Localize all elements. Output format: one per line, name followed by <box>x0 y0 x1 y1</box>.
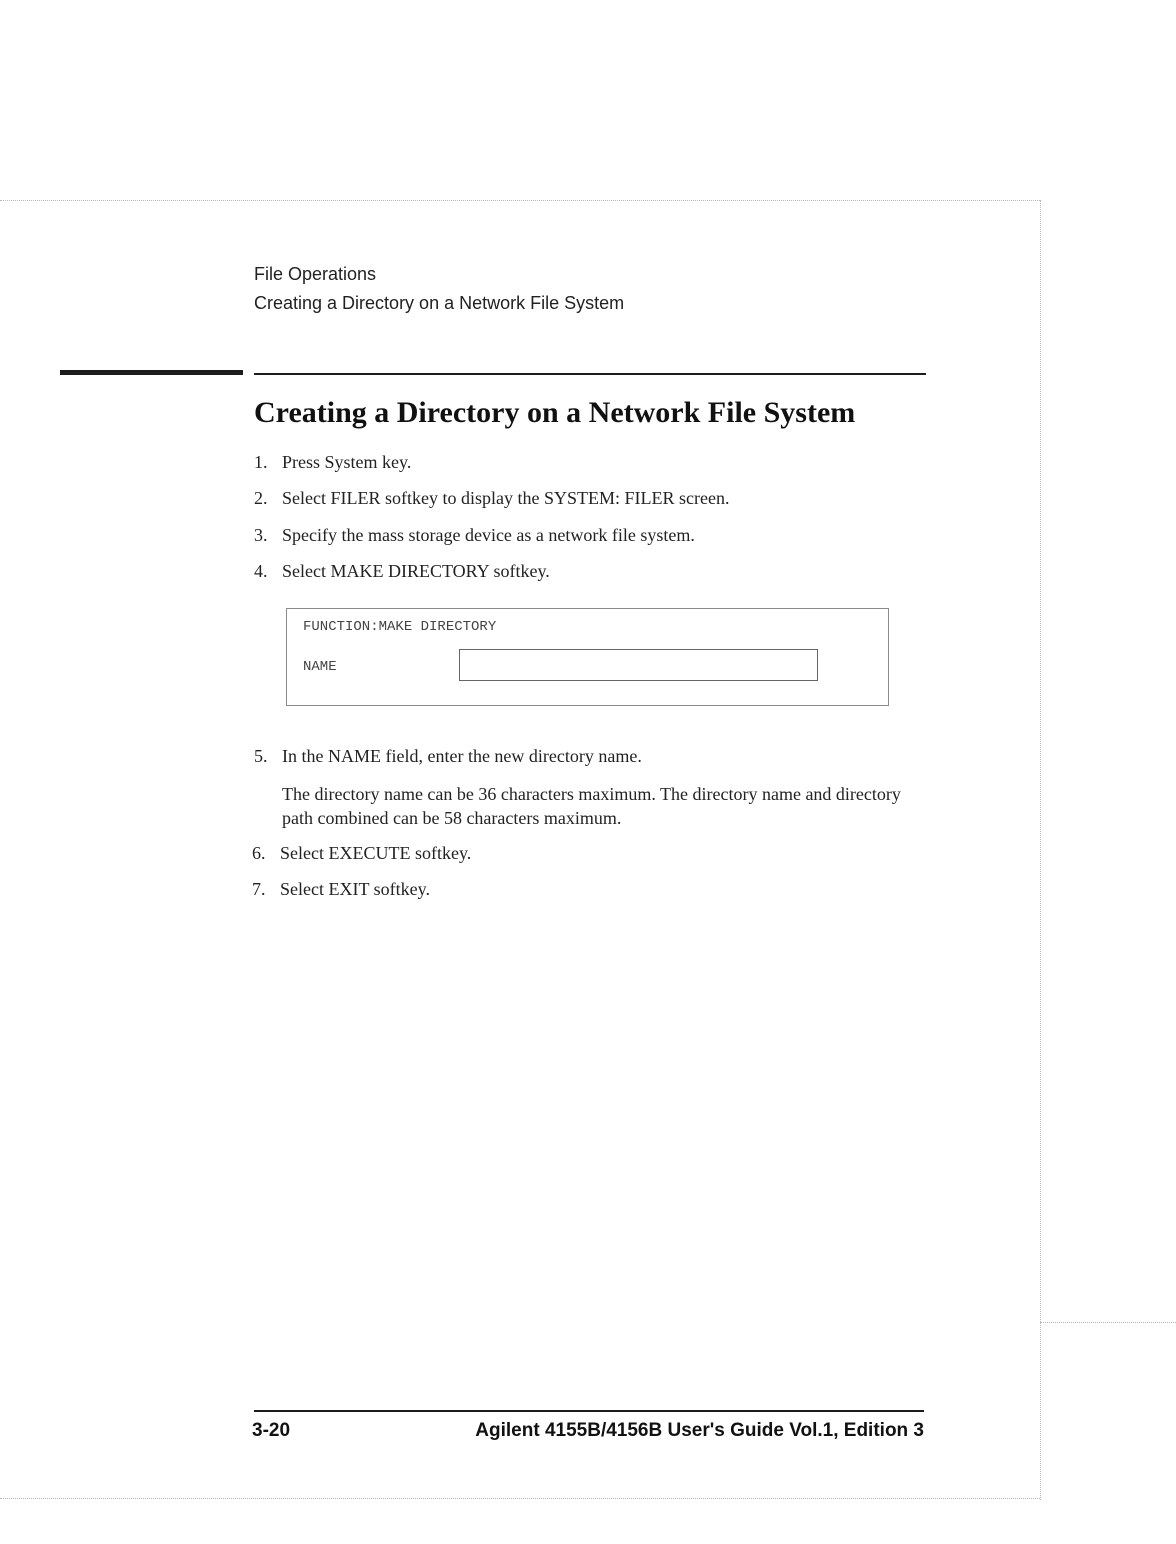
step-5-note: The directory name can be 36 characters maximum. The directory name and directory path combined can be 58 characters maximum. <box>282 784 901 828</box>
step-text: Press System key. <box>282 452 412 472</box>
footer-rule <box>254 1410 924 1412</box>
running-head <box>254 260 624 318</box>
step-text: Select FILER softkey to display the SYSTEM: FILER screen. <box>282 488 730 508</box>
step-text: In the NAME field, enter the new directory name. <box>282 746 642 766</box>
running-head-chapter: File Operations <box>254 264 377 284</box>
function-label: FUNCTION:MAKE DIRECTORY <box>303 619 497 635</box>
page-number: 3-20 <box>252 1420 291 1441</box>
step-number: 2. <box>254 488 268 508</box>
step-text: Select EXIT softkey. <box>280 879 430 899</box>
step-text: Select EXECUTE softkey. <box>280 843 472 863</box>
step-number: 7. <box>252 879 266 899</box>
step-number: 4. <box>254 561 268 581</box>
name-input[interactable] <box>459 649 818 681</box>
step-number: 6. <box>252 843 266 863</box>
section-rule <box>254 373 926 375</box>
scan-border-top <box>0 200 1040 201</box>
name-label: NAME <box>303 659 337 675</box>
scan-border-bottom <box>0 1498 1040 1499</box>
guide-title: Agilent 4155B/4156B User's Guide Vol.1, Edition 3 <box>475 1420 924 1441</box>
step-number: 3. <box>254 525 268 545</box>
step-number: 1. <box>254 452 268 472</box>
section-title: Creating a Directory on a Network File System <box>254 396 856 429</box>
running-head-section: Creating a Directory on a Network File System <box>254 293 625 313</box>
step-text: Select MAKE DIRECTORY softkey. <box>282 561 550 581</box>
make-directory-screen <box>286 608 889 706</box>
section-marker-bar <box>60 370 243 375</box>
scan-border-right <box>1040 200 1041 1500</box>
scan-border-right-stub <box>1040 1322 1176 1323</box>
step-number: 5. <box>254 746 268 766</box>
step-text: Specify the mass storage device as a network file system. <box>282 525 695 545</box>
